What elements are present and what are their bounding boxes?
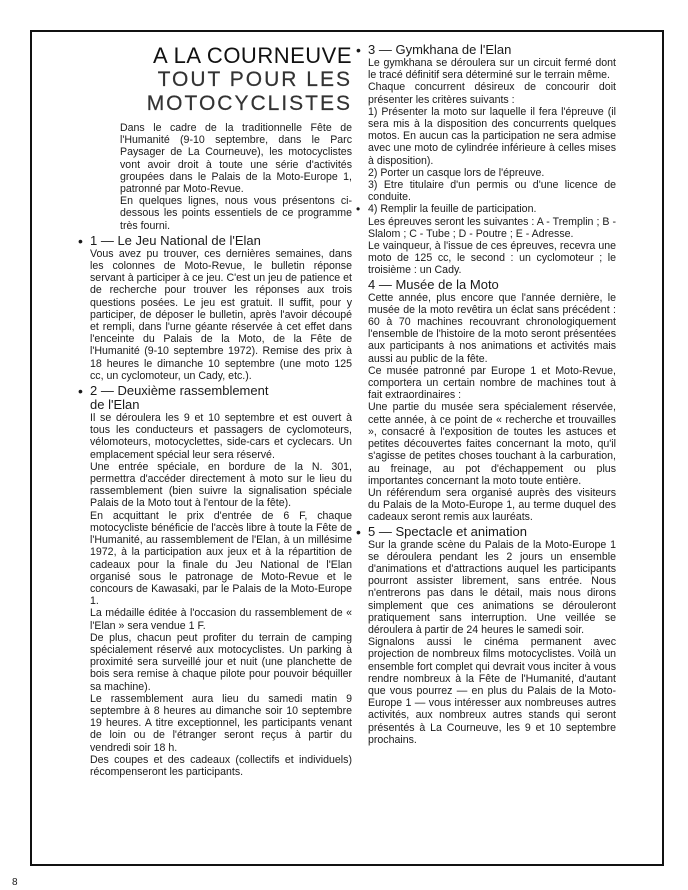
section-3-paragraph: Le gymkhana se déroulera sur un circuit fermé dont le tracé définitif sera déterminé sur le terrain même. xyxy=(368,57,616,82)
section-3-paragraph: 1) Présenter la moto sur laquelle il fera l'épreuve (il sera mis à la disposition des concurrents quelques motos. En aucun cas la participation ne sera admise avec une moto de cylindrée inférieure à celles mises à disposition). xyxy=(368,105,616,167)
bullet-icon: • xyxy=(78,383,83,400)
section-1-paragraph: Vous avez pu trouver, ces dernières semaines, dans les colonnes de Moto-Revue, le bulletin réponse servant à participer à ce jeu. C'est un jeu de patience et de recherche pour trouver les réponses aux trois questions posées. Le jeu est gratuit. Il suffit, pour y participer, de déposer le bulletin, après l'avoir découpé et rempli, dans l'urne géante réservée à cet effet dans l'enceinte du Palais de la Moto, de la Fête de l'Humanité (9-10 septembre 1972). Remise des prix à 18 heures le dimanche 10 septembre (une moto 125 cc, un cyclomoteur, un Cady, etc.). xyxy=(90,247,352,382)
section-3-paragraph: 2) Porter un casque lors de l'épreuve. xyxy=(368,166,545,179)
section-2-paragraph: Le rassemblement aura lieu du samedi matin 9 septembre à 8 heures au dimanche soir 10 septembre 19 heures. A titre exceptionnel, les participants venant de loin ou de l'étranger seront reçus à partir du vendredi soir 18 h. xyxy=(90,692,352,754)
section-4-paragraph: Un référendum sera organisé auprès des visiteurs du Palais de la Moto-Europe 1, au terme duquel des cadeaux seront remis aux lauréats. xyxy=(368,486,616,524)
section-3-paragraph: • 4) Remplir la feuille de participation. xyxy=(356,202,537,217)
section-2-paragraph: La médaille éditée à l'occasion du rassemblement de « l'Elan » sera vendue 1 F. xyxy=(90,607,352,632)
bullet-icon: • xyxy=(356,202,361,217)
section-4-paragraph: Cette année, plus encore que l'année dernière, le musée de la moto revêtira un éclat sans précédent : 60 à 70 machines recouvrant chronologiquement l'ensemble de l'histoire de la moto seront présentées aux participants à nos animations et activités mais aussi au public de la fête. xyxy=(368,291,616,365)
section-3-heading: • 3 — Gymkhana de l'Elan xyxy=(356,42,512,58)
section-2-heading: • 2 — Deuxième rassemblement de l'Elan xyxy=(78,383,269,413)
right-column xyxy=(356,42,616,746)
section-3-paragraph: Les épreuves seront les suivantes : A - Tremplin ; B - Slalom ; C - Tube ; D - Poutre ; E - Adresse. xyxy=(368,215,616,240)
section-5-paragraph: Signalons aussi le cinéma permanent avec projection de nombreux films motocyclistes. Voilà un ensemble fort complet qui devrait vous inciter à vous rendre nombreux à la Fête de l'Humanité, d'autant que vous pourrez — en plus du Palais de la Moto-Europe 1 — vous intéresser aux nombreuses autres activités, aux nombreux autres stands qui seront présentés à La Courneuve, les 9 et 10 septembre prochains. xyxy=(368,636,616,746)
section-2-paragraph: De plus, chacun peut profiter du terrain de camping spécialement réservé aux motocyclistes. Un parking à proximité sera surveillé jour et nuit (une planchette de bois sera remise à chaque pilote pour pouvoir béquiller sa machine). xyxy=(90,631,352,693)
section-3-paragraph: Le vainqueur, à l'issue de ces épreuves, recevra une moto de 125 cc, le second : un cyclomoteur ; le troisième : un Cady. xyxy=(368,240,616,277)
intro xyxy=(90,122,352,232)
section-2-paragraph: Il se déroulera les 9 et 10 septembre et est ouvert à tous les conducteurs et passagers de cyclomoteurs, vélomoteurs, motocyclettes, side-cars et cyclecars. Un emplacement spécial leur sera réservé. xyxy=(90,412,352,461)
section-3-paragraph: 3) Etre titulaire d'un permis ou d'une licence de conduite. xyxy=(368,179,616,204)
bullet-icon: • xyxy=(356,523,361,540)
section-4-heading: 4 — Musée de la Moto xyxy=(368,276,499,292)
section-2-paragraph: En acquittant le prix d'entrée de 6 F, chaque motocycliste bénéficie de l'accès libre à toute la Fête de l'Humanité, au rassemblement de l'Elan, à un millésime 1972, à la participation aux jeux et à la répartition de cadeaux pour la finale du Jeu National de l'Elan organisé sous le patronage de Moto-Revue et le concours de Kawasaki, par le Palais de la Moto-Europe 1. xyxy=(90,509,352,608)
section-4-paragraph: Une partie du musée sera spécialement réservée, cette année, à ce point de « recherche et trouvailles », consacré à l'exposition de toutes les astuces et petites découvertes faites concernant la moto, qu'il s'agisse de petites choses touchant à la carburation, au freinage, au pot d'échappement ou plus importantes concernant la moto toute entière. xyxy=(368,401,616,487)
page-number: 8 xyxy=(12,877,18,888)
intro-paragraph: Dans le cadre de la traditionnelle Fête de l'Humanité (9-10 septembre, dans le Parc Paysager de La Courneuve), les motocyclistes vont avoir droit à toute une série d'activités groupées dans le Palais de la Moto-Europe 1, patronné par Moto-Revue. xyxy=(120,122,352,196)
intro-paragraph: En quelques lignes, nous vous présentons ci-dessous les points essentiels de ce programme très fourni. xyxy=(120,195,352,232)
bullet-icon: • xyxy=(356,42,361,58)
section-5-paragraph: Sur la grande scène du Palais de la Moto-Europe 1 se déroulera pendant les 2 jours un ensemble d'animations et d'attractions auquel les participants pourront assister librement, sans entrée. Nous n'entrerons pas dans le détail, mais nous dirons simplement que ces animations se dérouleront pratiquement sans interruption. Une veillée se déroulera à partir de 24 heures le samedi soir. xyxy=(368,538,616,636)
section-4-paragraph: Ce musée patronné par Europe 1 et Moto-Revue, comportera un certain nombre de machines tout à fait extraordinaires : xyxy=(368,364,616,402)
left-column xyxy=(78,42,352,778)
section-1-heading: • 1 — Le Jeu National de l'Elan xyxy=(78,232,261,249)
title-line-3: MOTOCYCLISTES xyxy=(146,92,352,115)
title-line-2: TOUT POUR LES xyxy=(157,68,352,91)
section-2-paragraph: Une entrée spéciale, en bordure de la N. 301, permettra d'accéder directement à moto sur le lieu du rassemblement (bien suivre la signalisation spéciale Palais de la Moto tout à l'entour de la fête). xyxy=(90,460,352,510)
section-3-paragraph: Chaque concurrent désireux de concourir doit présenter les critères suivants : xyxy=(368,81,616,106)
title-line-1: A LA COURNEUVE xyxy=(153,43,352,68)
section-5-heading: • 5 — Spectacle et animation xyxy=(356,523,527,540)
bullet-icon: • xyxy=(78,232,83,249)
section-2-paragraph: Des coupes et des cadeaux (collectifs et individuels) récompenseront les participants. xyxy=(90,753,352,778)
